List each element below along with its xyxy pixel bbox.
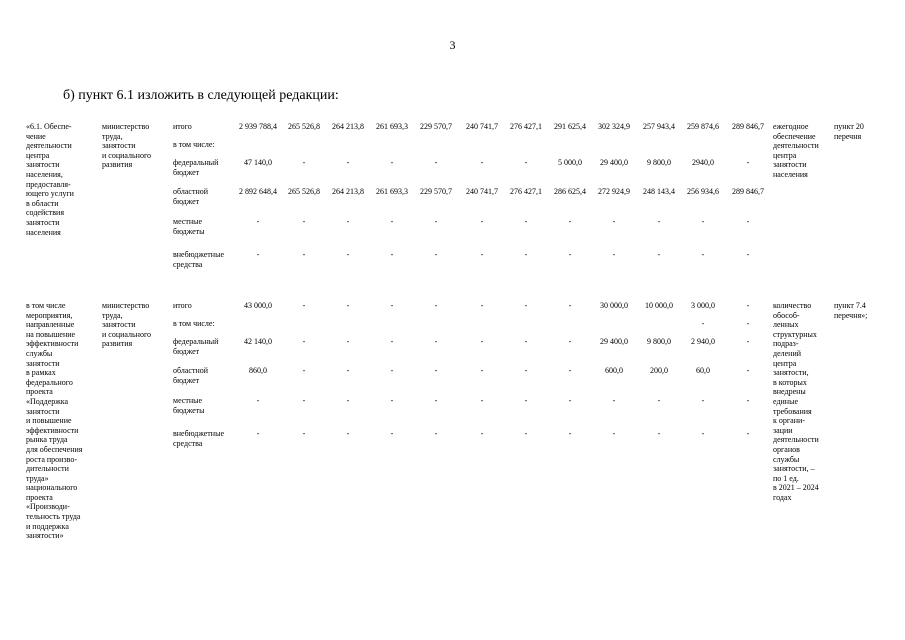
- value-cell: 261 693,3: [376, 187, 408, 196]
- value-cell: 229 570,7: [420, 187, 452, 196]
- value-cell: -: [746, 366, 750, 375]
- value-cell: 261 693,3: [376, 122, 408, 131]
- value-cell: 248 143,4: [643, 187, 675, 196]
- value-cell: 289 846,7: [732, 122, 764, 131]
- value-cell: -: [390, 366, 394, 375]
- value-cell: -: [524, 158, 528, 167]
- value-cell: 29 400,0: [600, 158, 628, 167]
- value-cell: 5 000,0: [558, 158, 582, 167]
- value-cell: 9 800,0: [647, 337, 671, 346]
- value-cell: 276 427,1: [510, 122, 542, 131]
- value-cell: -: [434, 366, 438, 375]
- value-cell: -: [746, 250, 750, 259]
- value-cell: -: [568, 337, 572, 346]
- value-cell: -: [480, 301, 484, 310]
- value-cell: -: [701, 250, 705, 259]
- value-cell: -: [657, 396, 661, 405]
- value-cell: -: [657, 217, 661, 226]
- value-cell: -: [524, 429, 528, 438]
- value-cell: -: [524, 250, 528, 259]
- value-cell: 2940,0: [692, 158, 714, 167]
- value-cell: -: [746, 396, 750, 405]
- value-cell: -: [746, 337, 750, 346]
- value-cell: -: [302, 250, 306, 259]
- value-cell: -: [256, 429, 260, 438]
- value-cell: -: [256, 396, 260, 405]
- value-cell: 2 940,0: [691, 337, 715, 346]
- value-cell: -: [346, 396, 350, 405]
- value-cell: 43 000,0: [244, 301, 272, 310]
- source-cell: в том числе:: [173, 319, 215, 328]
- value-cell: -: [524, 301, 528, 310]
- source-cell: внебюджетные средства: [173, 429, 224, 448]
- value-cell: -: [524, 337, 528, 346]
- source-cell: итого: [173, 122, 192, 131]
- value-cell: -: [256, 217, 260, 226]
- source-cell: федеральный бюджет: [173, 158, 219, 177]
- value-cell: -: [256, 250, 260, 259]
- value-cell: 265 526,8: [288, 122, 320, 131]
- value-cell: -: [346, 217, 350, 226]
- value-cell: 42 140,0: [244, 337, 272, 346]
- value-cell: 259 874,6: [687, 122, 719, 131]
- value-cell: -: [302, 158, 306, 167]
- value-cell: -: [302, 301, 306, 310]
- reference-cell: пункт 20 перечня: [834, 122, 864, 141]
- value-cell: -: [346, 429, 350, 438]
- value-cell: -: [568, 396, 572, 405]
- source-cell: областной бюджет: [173, 366, 209, 385]
- value-cell: -: [434, 396, 438, 405]
- value-cell: -: [524, 396, 528, 405]
- value-cell: -: [346, 250, 350, 259]
- value-cell: -: [480, 158, 484, 167]
- value-cell: -: [434, 158, 438, 167]
- value-cell: -: [390, 396, 394, 405]
- value-cell: -: [746, 217, 750, 226]
- value-cell: -: [568, 366, 572, 375]
- source-cell: областной бюджет: [173, 187, 209, 206]
- value-cell: -: [568, 250, 572, 259]
- value-cell: 291 625,4: [554, 122, 586, 131]
- value-cell: -: [434, 301, 438, 310]
- value-cell: -: [524, 366, 528, 375]
- value-cell: 240 741,7: [466, 187, 498, 196]
- value-cell: -: [346, 301, 350, 310]
- value-cell: -: [746, 429, 750, 438]
- source-cell: федеральный бюджет: [173, 337, 219, 356]
- value-cell: -: [480, 396, 484, 405]
- value-cell: 240 741,7: [466, 122, 498, 131]
- value-cell: -: [434, 217, 438, 226]
- value-cell: -: [434, 429, 438, 438]
- result-cell: ежегодное обеспечение деятельности центра занятости населения: [773, 122, 819, 179]
- value-cell: -: [390, 250, 394, 259]
- value-cell: 2 939 788,4: [239, 122, 277, 131]
- value-cell: -: [524, 217, 528, 226]
- value-cell: -: [302, 366, 306, 375]
- value-cell: 47 140,0: [244, 158, 272, 167]
- value-cell: -: [390, 217, 394, 226]
- value-cell: 257 943,4: [643, 122, 675, 131]
- value-cell: -: [390, 158, 394, 167]
- value-cell: 264 213,8: [332, 122, 364, 131]
- value-cell: -: [612, 429, 616, 438]
- value-cell: -: [346, 158, 350, 167]
- value-cell: -: [480, 366, 484, 375]
- value-cell: -: [657, 429, 661, 438]
- value-cell: 60,0: [696, 366, 710, 375]
- value-cell: 265 526,8: [288, 187, 320, 196]
- value-cell: 256 934,6: [687, 187, 719, 196]
- value-cell: -: [390, 429, 394, 438]
- value-cell: 10 000,0: [645, 301, 673, 310]
- value-cell: 272 924,9: [598, 187, 630, 196]
- value-cell: -: [612, 217, 616, 226]
- value-cell: -: [346, 337, 350, 346]
- value-cell: -: [568, 429, 572, 438]
- value-cell: -: [746, 319, 750, 328]
- value-cell: 2 892 648,4: [239, 187, 277, 196]
- result-cell: количество обособ- ленных структурных подраз- делений центра занятости, в которых внедрены единые требования к органи- зации деятельности органов службы занятости, – по 1 ед. в 2021 – 2024 годах: [773, 301, 819, 502]
- source-cell: местные бюджеты: [173, 217, 205, 236]
- value-cell: -: [612, 250, 616, 259]
- value-cell: 229 570,7: [420, 122, 452, 131]
- measure-cell: в том числе мероприятия, направленные на повышение эффективности службы занятости в рамках федерального проекта «Поддержка занятости и повышение эффективности рынка труда для обеспечения роста произво- дительности труда» национального проекта «Производи- тельность труда и поддержка занятости»: [26, 301, 83, 541]
- executor-cell: министерство труда, занятости и социального развития: [102, 122, 152, 170]
- value-cell: -: [480, 429, 484, 438]
- amendment-heading: б) пункт 6.1 изложить в следующей редакции:: [63, 88, 339, 103]
- value-cell: -: [434, 337, 438, 346]
- value-cell: 9 800,0: [647, 158, 671, 167]
- value-cell: -: [302, 337, 306, 346]
- value-cell: 30 000,0: [600, 301, 628, 310]
- value-cell: -: [480, 217, 484, 226]
- source-cell: местные бюджеты: [173, 396, 205, 415]
- value-cell: -: [302, 217, 306, 226]
- value-cell: -: [701, 217, 705, 226]
- value-cell: -: [302, 429, 306, 438]
- measure-cell: «6.1. Обеспе- чение деятельности центра занятости населения, предоставля- ющего услуги в области содействия занятости населения: [26, 122, 74, 237]
- value-cell: 276 427,1: [510, 187, 542, 196]
- value-cell: 264 213,8: [332, 187, 364, 196]
- value-cell: 286 625,4: [554, 187, 586, 196]
- executor-cell: министерство труда, занятости и социального развития: [102, 301, 152, 349]
- value-cell: 3 000,0: [691, 301, 715, 310]
- value-cell: -: [746, 158, 750, 167]
- value-cell: -: [701, 319, 705, 328]
- reference-cell: пункт 7.4 перечня»;: [834, 301, 868, 320]
- value-cell: -: [568, 217, 572, 226]
- value-cell: -: [346, 366, 350, 375]
- value-cell: -: [480, 250, 484, 259]
- value-cell: -: [434, 250, 438, 259]
- value-cell: -: [701, 396, 705, 405]
- value-cell: -: [480, 337, 484, 346]
- value-cell: -: [302, 396, 306, 405]
- value-cell: 29 400,0: [600, 337, 628, 346]
- value-cell: 860,0: [249, 366, 267, 375]
- page-number: 3: [449, 38, 456, 52]
- source-cell: в том числе:: [173, 140, 215, 149]
- value-cell: -: [568, 301, 572, 310]
- value-cell: -: [390, 301, 394, 310]
- source-cell: итого: [173, 301, 192, 310]
- source-cell: внебюджетные средства: [173, 250, 224, 269]
- value-cell: -: [657, 250, 661, 259]
- value-cell: -: [746, 301, 750, 310]
- value-cell: -: [612, 396, 616, 405]
- value-cell: 302 324,9: [598, 122, 630, 131]
- value-cell: 600,0: [605, 366, 623, 375]
- value-cell: 289 846,7: [732, 187, 764, 196]
- value-cell: 200,0: [650, 366, 668, 375]
- value-cell: -: [390, 337, 394, 346]
- value-cell: -: [701, 429, 705, 438]
